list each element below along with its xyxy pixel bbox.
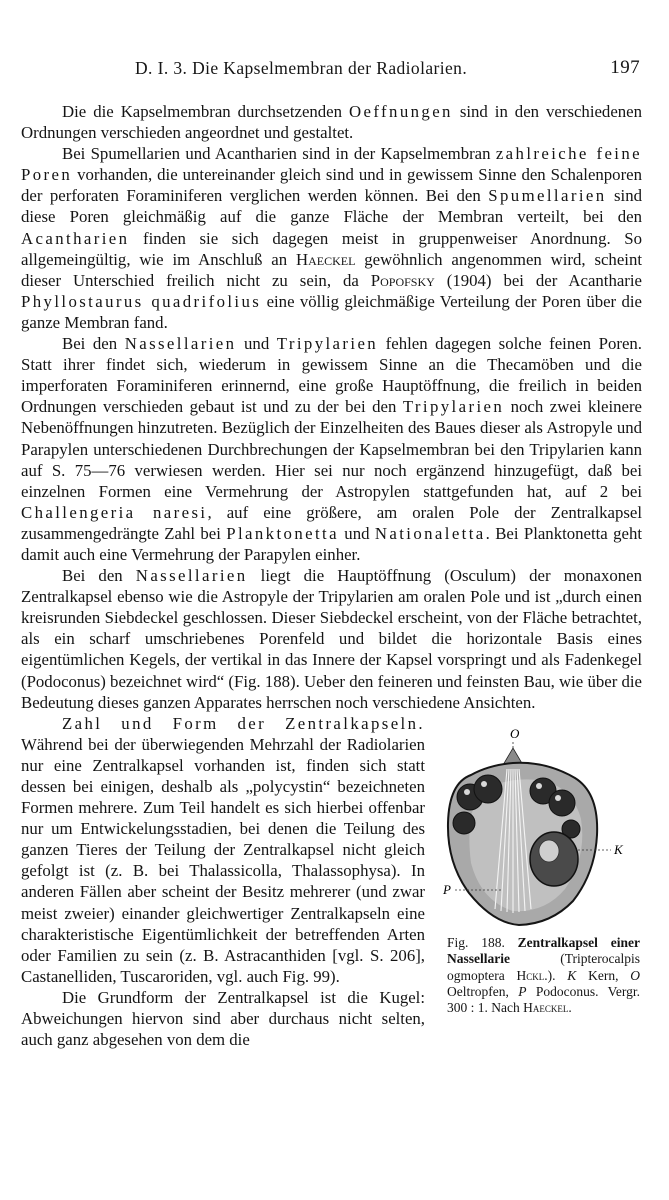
nucleolus [539,840,559,862]
paragraph-pores: Bei Spumellarien und Acantharien sind in der Kapselmembran zahlreiche feine Poren vorhanden, die untereinander gleich sind und in gewissem Sinne den Schalenporen der perforaten Foraminiferen verglichen werden können. Bei den Spumellarien sind diese Poren gleichmäßig auf die ganze Fläche der Membran verteilt, bei den Acantharien finden sie sich dagegen meist in gruppenweiser Anordnung. So allgemeingültig, wie im Anschluß an Haeckel gewöhnlich angenommen wird, scheint dieser Unterschied freilich nicht zu sein, da Popofsky (1904) bei der Acantharie Phyllostaurus quadrifolius eine völlig gleichmäßige Verteilung der Poren über die ganze Membran fand. [21,144,642,332]
paragraph-main-opening: Bei den Nassellarien und Tripylarien fehlen dagegen solche feinen Poren. Statt ihrer findet sich, wiederum in gewissem Sinne an die Thecamöben und die imperforaten Foraminiferen erinnernd, eine große Hauptöffnung, die freilich in beiden Ordnungen verschieden gebaut ist und zu der bei den Tripylarien noch zwei kleinere Nebenöffnungen hinzutreten. Bezüglich der Einzelheiten des Baues dieser als Astropyle und Parapylen unterschiedenen Durchbrechungen der Kapselmembran bei den Tripylarien kann auf S. 75—76 verwiesen werden. Hier sei nur noch ergänzend hinzugefügt, daß bei einzelnen Formen eine Vermehrung der Astropylen stattgefunden hat, auf 2 bei Challengeria naresi, auf eine größere, am oralen Pole der Zentralkapsel zusammengedrängte Zahl bei Planktonetta und Nationaletta. Bei Planktonetta geht damit auch eine Vermehrung der Parapylen einher. [21,334,643,564]
paragraph-openings: Die die Kapselmembran durchsetzenden Oeffnungen sind in den verschiedenen Ordnungen verschieden angeordnet und gestaltet. [21,102,642,143]
paragraph-nassellarien: Bei den Nassellarien liegt die Hauptöffnung (Osculum) der monaxonen Zentralkapsel ebenso wie die Astropyle der Tripylarien am oralen Pole und ist „durch einen kreisrunden Siebdeckel geschlossen. Dieser Siebdeckel erscheint, von der Fläche betrachtet, als ein scharf umschriebenes Porenfeld und bildet die horizontale Basis eines eigentümlichen Kegels, der vertikal in das Innere der Kapsel vorspringt und als Fadenkegel (Podoconus) bezeichnet wird“ (Fig. 188). Ueber den feineren und feinsten Bau, wie über die Bedeutung dieses ganzen Apparates herrschen noch verschiedene Ansichten. [21,566,642,712]
label-o: O [510,725,520,741]
label-k: K [614,841,623,857]
body-text [21,101,642,1050]
page-number: 197 [610,57,640,78]
figure-188 [435,713,642,1032]
running-header [135,58,640,84]
label-p: P [443,881,451,897]
paragraph-number-form: Zahl und Form der Zentralkapseln. Während bei der überwiegenden Mehrzahl der Radiolarien nur eine Zentralkapsel vorhanden ist, finden sich statt dessen bei einigen, deshalb als „polycystin“ bezeichneten Formen mehrere. Zum Teil handelt es sich hierbei offenbar nur um Entwickelungsstadien, bei denen die Teilung des ganzen Tieres der Teilung der Zentralkapsel nicht gleich gefolgt ist (z. B. bei Thalassicolla, Thalassophysa). In anderen Fällen aber scheint der Besitz mehrerer (und zwar meist zweier) einander gleichwertiger Zentralkapseln eine charakteristische Eigentümlichkeit der betreffenden Arten oder Familien zu sein (z. B. Astracanthiden [vgl. S. 206], Castanelliden, Tuscaroriden, vgl. auch Fig. 99). [21,713,425,986]
section-title: D. I. 3. Die Kapselmembran der Radiolarien. [135,58,468,78]
figure-caption: Fig. 188. Zentralkapsel einer Nassellarie (Tripterocalpis ogmoptera Hckl.). K Kern, O Oeltropfen, P Podoconus. Vergr. 300 : 1. Nach Haeckel. [447,934,640,1016]
paragraph-basic-form: Die Grundform der Zentralkapsel ist die Kugel: Abweichungen hiervon sind aber durchaus nicht selten, auch ganz abgesehen von dem die [21,987,425,1050]
central-capsule-illustration [441,723,641,935]
